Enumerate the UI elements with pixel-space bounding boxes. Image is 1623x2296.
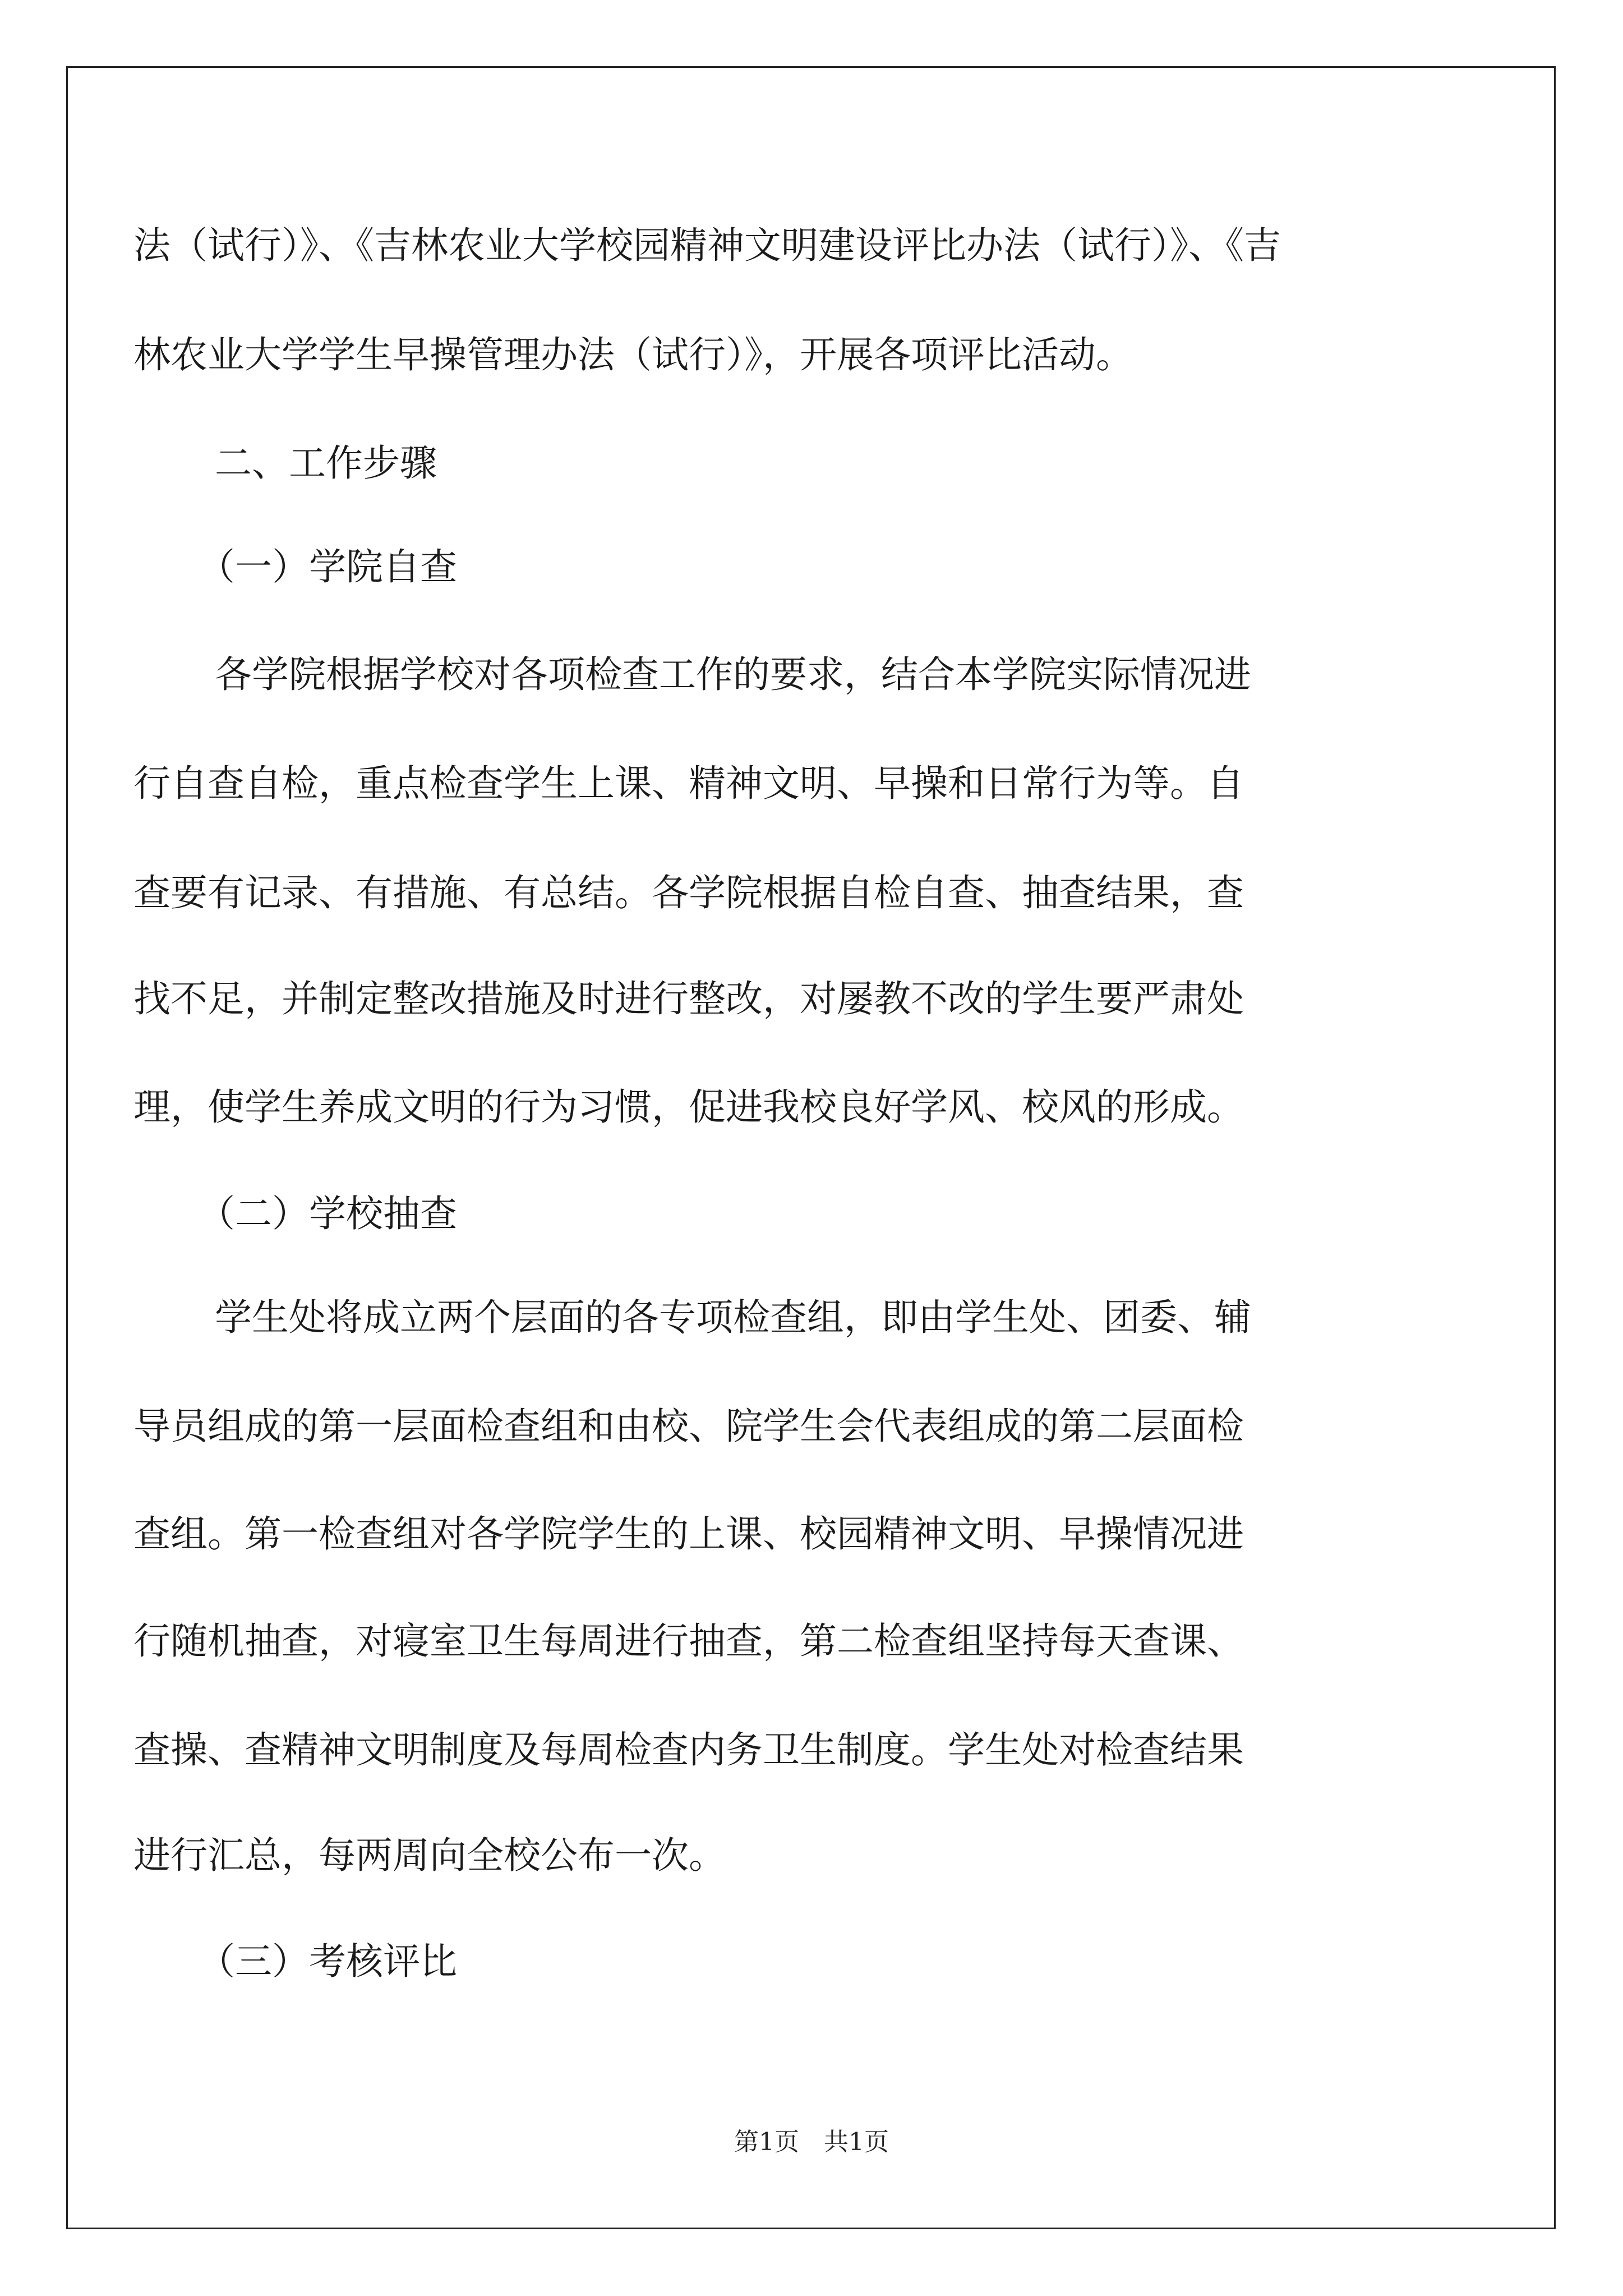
paragraph-line: 查要有记录、有措施、有总结。各学院根据自检自查、抽查结果，查 xyxy=(133,871,1244,914)
paragraph-line: 导员组成的第一层面检查组和由校、院学生会代表组成的第二层面检 xyxy=(133,1405,1244,1448)
paragraph-line: 找不足，并制定整改措施及时进行整改，对屡教不改的学生要严肃处 xyxy=(133,977,1244,1020)
subsection-heading: （一）学院自查 xyxy=(198,545,457,588)
subsection-heading: （三）考核评比 xyxy=(198,1940,457,1983)
section-heading: 二、工作步骤 xyxy=(215,441,437,485)
paragraph-line: 查组。第一检查组对各学院学生的上课、校园精神文明、早操情况进 xyxy=(133,1512,1244,1556)
paragraph-line: 查操、查精神文明制度及每周检查内务卫生制度。学生处对检查结果 xyxy=(133,1728,1244,1772)
paragraph-line: 进行汇总，每两周向全校公布一次。 xyxy=(133,1834,726,1877)
page-footer: 第1页 共1页 xyxy=(734,2128,889,2156)
subsection-heading: （二）学校抽查 xyxy=(198,1192,457,1235)
paragraph-line: 法（试行）》、《吉林农业大学校园精神文明建设评比办法（试行）》、《吉 xyxy=(133,224,1281,267)
paragraph-line: 学生处将成立两个层面的各专项检查组，即由学生处、团委、辅 xyxy=(215,1296,1251,1339)
paragraph-line: 行随机抽查，对寝室卫生每周进行抽查，第二检查组坚持每天查课、 xyxy=(133,1619,1244,1663)
paragraph-line: 林农业大学学生早操管理办法（试行）》，开展各项评比活动。 xyxy=(133,333,1133,376)
page-border xyxy=(66,66,1556,2229)
paragraph-line: 各学院根据学校对各项检查工作的要求，结合本学院实际情况进 xyxy=(215,653,1251,696)
paragraph-line: 行自查自检，重点检查学生上课、精神文明、早操和日常行为等。自 xyxy=(133,762,1244,805)
paragraph-line: 理，使学生养成文明的行为习惯，促进我校良好学风、校风的形成。 xyxy=(133,1085,1244,1129)
